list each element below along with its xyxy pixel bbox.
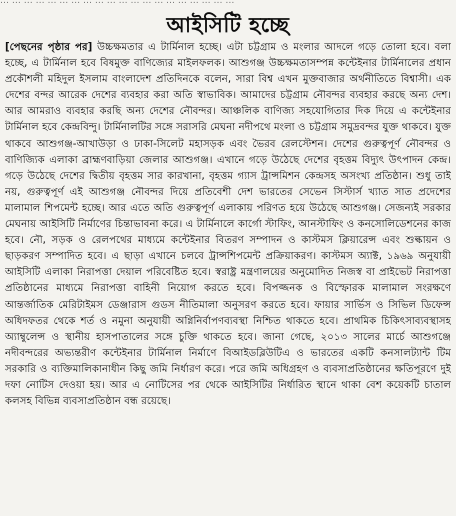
article-body (5, 40, 451, 512)
continued-from-back-page-label: [পেছনের পৃষ্ঠার পর] (5, 42, 93, 53)
headline: আইসিটি হচ্ছে (166, 12, 290, 37)
top-cut-text: … … … … … … … … … … … … … … … … … … … … (0, 0, 235, 5)
article-text: উচ্চক্ষমতার এ টার্মিনাল হচ্ছে। এটা চট্টগ্রাম ও মংলার আদলে গড়ে তোলা হবে। বলা হচ্ছে, এ টার্মিনাল হবে বিষমুক্ত বাণিজ্যের মাইলফলক। আশুগঞ্জ উচ্চক্ষমতাসম্পন্ন কন্টেইনার টার্মিনালের প্রধান প্রকৌশলী মহিদুল ইসলাম বাংলাদেশ প্রতিদিনকে বলেন, সারা বিশ্ব এখন মুক্তবাজার অর্থনীতিতে বিশ্বাসী। এক দেশের বন্দর আরেক দেশের ব্যবহার করা অতি স্বাভাবিক। আমাদের চট্টগ্রাম নৌবন্দর ব্যবহার করছে অন্য দেশ। আর আমরাও ব্যবহার করছি অন্য দেশের নৌবন্দর। আঞ্চলিক বাণিজ্য সহযোগিতার দিক দিয়ে এ কন্টেইনার টার্মিনাল হবে কেন্দ্রবিন্দু। টার্মিনালটির সঙ্গে সরাসরি মেঘনা নদীপথে মংলা ও চট্টগ্রাম সমুদ্রবন্দর যুক্ত থাকবে। যুক্ত থাকবে আশুগঞ্জ-আখাউড়া ও ঢাকা-সিলেট মহাসড়ক এবং ভৈরব রেলস্টেশন। দেশের গুরুত্বপূর্ণ নৌবন্দর ও বাণিজ্যিক এলাকা ব্রাহ্মণবাড়িয়া জেলার আশুগঞ্জ। এখানে গড়ে উঠেছে দেশের বৃহত্তম বিদ্যুৎ উৎপাদন কেন্দ্র। গড়ে উঠেছে দেশের দ্বিতীয় বৃহত্তম সার কারখানা, বৃহত্তম গ্যাস ট্রান্সমিশন কেন্দ্রসহ অসংখ্য প্রতিষ্ঠান। শুধু তাই নয়, গুরুত্বপূর্ণ এই আশুগঞ্জ নৌবন্দর দিয়ে প্রতিবেশী দেশ ভারতের সেভেন সিস্টার্স খ্যাত সাত প্রদেশের মালামাল শিপমেন্ট হচ্ছে। আর এতে অতি গুরুত্বপূর্ণ এলাকায় পরিণত হয়ে উঠেছে আশুগঞ্জ। সেজন্যই সরকার মেঘনায় আইসিটি নির্মাণের চিন্তাভাবনা করে। এ টার্মিনালে কার্গো স্টাফিং, আনস্টাফিং ও কনসোলিডেশনের কাজ হবে। নৌ, সড়ক ও রেলপথের মাধ্যমে কন্টেইনার বিতরণ সম্পাদন ও কাস্টমস ক্লিয়ারেন্স এবং শুল্কায়ন ও ছাড়করণ সম্পাদিত হবে। এ ছাড়া এখানে চলবে ট্রান্সশিপমেন্ট প্রক্রিয়াকরণ। কাস্টমস অ্যাক্ট, ১৯৬৯ অনুযায়ী আইসিটি এলাকা নিরাপত্তা দেয়াল পরিবেষ্টিত হবে। স্বরাষ্ট্র মন্ত্রণালয়ের অনুমোদিত নিজস্ব বা প্রাইভেট নিরাপত্তা প্রতিষ্ঠানের মাধ্যমে নিরাপত্তা বাহিনী নিয়োগ করতে হবে। বিপজ্জনক ও বিস্ফোরক মালামাল সংরক্ষণে আন্তর্জাতিক মেরিটাইমস ডেঞ্জারাস গুডস নীতিমালা অনুসরণ করতে হবে। ফায়ার সার্ভিস ও সিভিল ডিফেন্স অধিদফতর থেকে শর্ত ও নমুনা অনুযায়ী অগ্নিনির্বাপণব্যবস্থা নিশ্চিত থাকতে হবে। প্রাথমিক চিকিৎসাব্যবস্থাসহ অ্যাম্বুলেন্স ও স্থানীয় হাসপাতালের সঙ্গে চুক্তি থাকতে হবে। জানা গেছে, ২০১৩ সালের মার্চে আশুগঞ্জে নদীবন্দরের অভ্যন্তরীণ কন্টেইনার টার্মিনাল নির্মাণে বিআইডব্লিউটিএ ও ভারতের একটি কনসালট্যান্ট টিম সরকারি ও ব্যক্তিমালিকানাধীন কিছু জমি নির্ধারণ করে। পরে জমি অধিগ্রহণ ও ব্যবসাপ্রতিষ্ঠানের ক্ষতিপূরণে দুই দফা নোটিস দেওয়া হয়। আর এ নোটিসের পর থেকে আইসিটির নির্ধারিত স্থানে থাকা বেশ কয়েকটি চাতাল কলসহ বিভিন্ন ব্যবসাপ্রতিষ্ঠান বন্ধ রয়েছে। (5, 42, 451, 408)
